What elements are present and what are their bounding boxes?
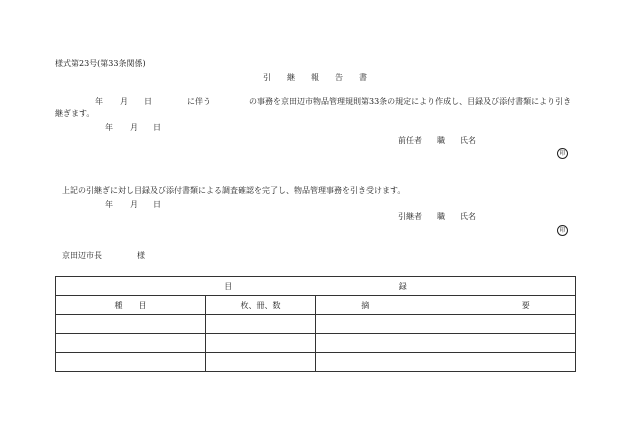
sign-month-label: 月 <box>130 123 138 132</box>
table-cell[interactable] <box>206 353 316 372</box>
reason-label: に伴う <box>187 97 211 106</box>
date-year-label: 年 <box>95 97 103 106</box>
remarks-header-left: 摘 <box>361 300 370 310</box>
predecessor-label: 前任者 <box>398 136 422 145</box>
table-caption <box>56 277 576 296</box>
sign-year-label: 年 <box>105 123 113 132</box>
position-label: 職 <box>437 212 445 221</box>
addressee-honorific: 様 <box>137 251 145 260</box>
form-number: 様式第23号(第33条関係) <box>55 59 146 68</box>
table-cell[interactable] <box>316 334 576 353</box>
document-title: 引 継 報 告 書 <box>263 73 367 82</box>
remarks-header-right: 要 <box>521 300 530 310</box>
acceptance-text: 上記の引継ぎに対し目録及び添付書類による調査確認を完了し、物品管理事務を引き受けます。 <box>62 186 406 195</box>
successor-label: 引継者 <box>398 212 422 221</box>
table-cell[interactable] <box>206 334 316 353</box>
sign-year-label: 年 <box>105 200 113 209</box>
sign-month-label: 月 <box>130 200 138 209</box>
table-caption-left: 目 <box>224 281 233 291</box>
table-caption-row <box>56 277 576 296</box>
body-line-1: の事務を京田辺市物品管理規則第33条の規定により作成し、目録及び添付書類により引き <box>249 97 572 106</box>
body-line-2: 継ぎます。 <box>55 109 95 118</box>
name-label: 氏名 <box>460 136 476 145</box>
date-day-label: 日 <box>144 97 152 106</box>
position-label: 職 <box>437 136 445 145</box>
column-header-remarks <box>316 296 576 315</box>
table-cell[interactable] <box>316 315 576 334</box>
inventory-table <box>55 276 576 372</box>
table-row <box>56 334 576 353</box>
table-cell[interactable] <box>56 334 206 353</box>
date-month-label: 月 <box>120 97 128 106</box>
sign-day-label: 日 <box>153 200 161 209</box>
table-cell[interactable] <box>56 315 206 334</box>
table-cell[interactable] <box>206 315 316 334</box>
name-label: 氏名 <box>460 212 476 221</box>
table-cell[interactable] <box>56 353 206 372</box>
seal-mark: 印 <box>557 225 568 236</box>
table-row <box>56 315 576 334</box>
seal-mark: 印 <box>557 148 568 159</box>
column-header-quantity: 枚、冊、数 <box>206 296 316 315</box>
table-header-row <box>56 296 576 315</box>
sign-day-label: 日 <box>153 123 161 132</box>
table-caption-right: 録 <box>398 281 407 291</box>
column-header-item: 種 目 <box>56 296 206 315</box>
table-row <box>56 353 576 372</box>
addressee-office: 京田辺市長 <box>62 251 102 260</box>
table-cell[interactable] <box>316 353 576 372</box>
